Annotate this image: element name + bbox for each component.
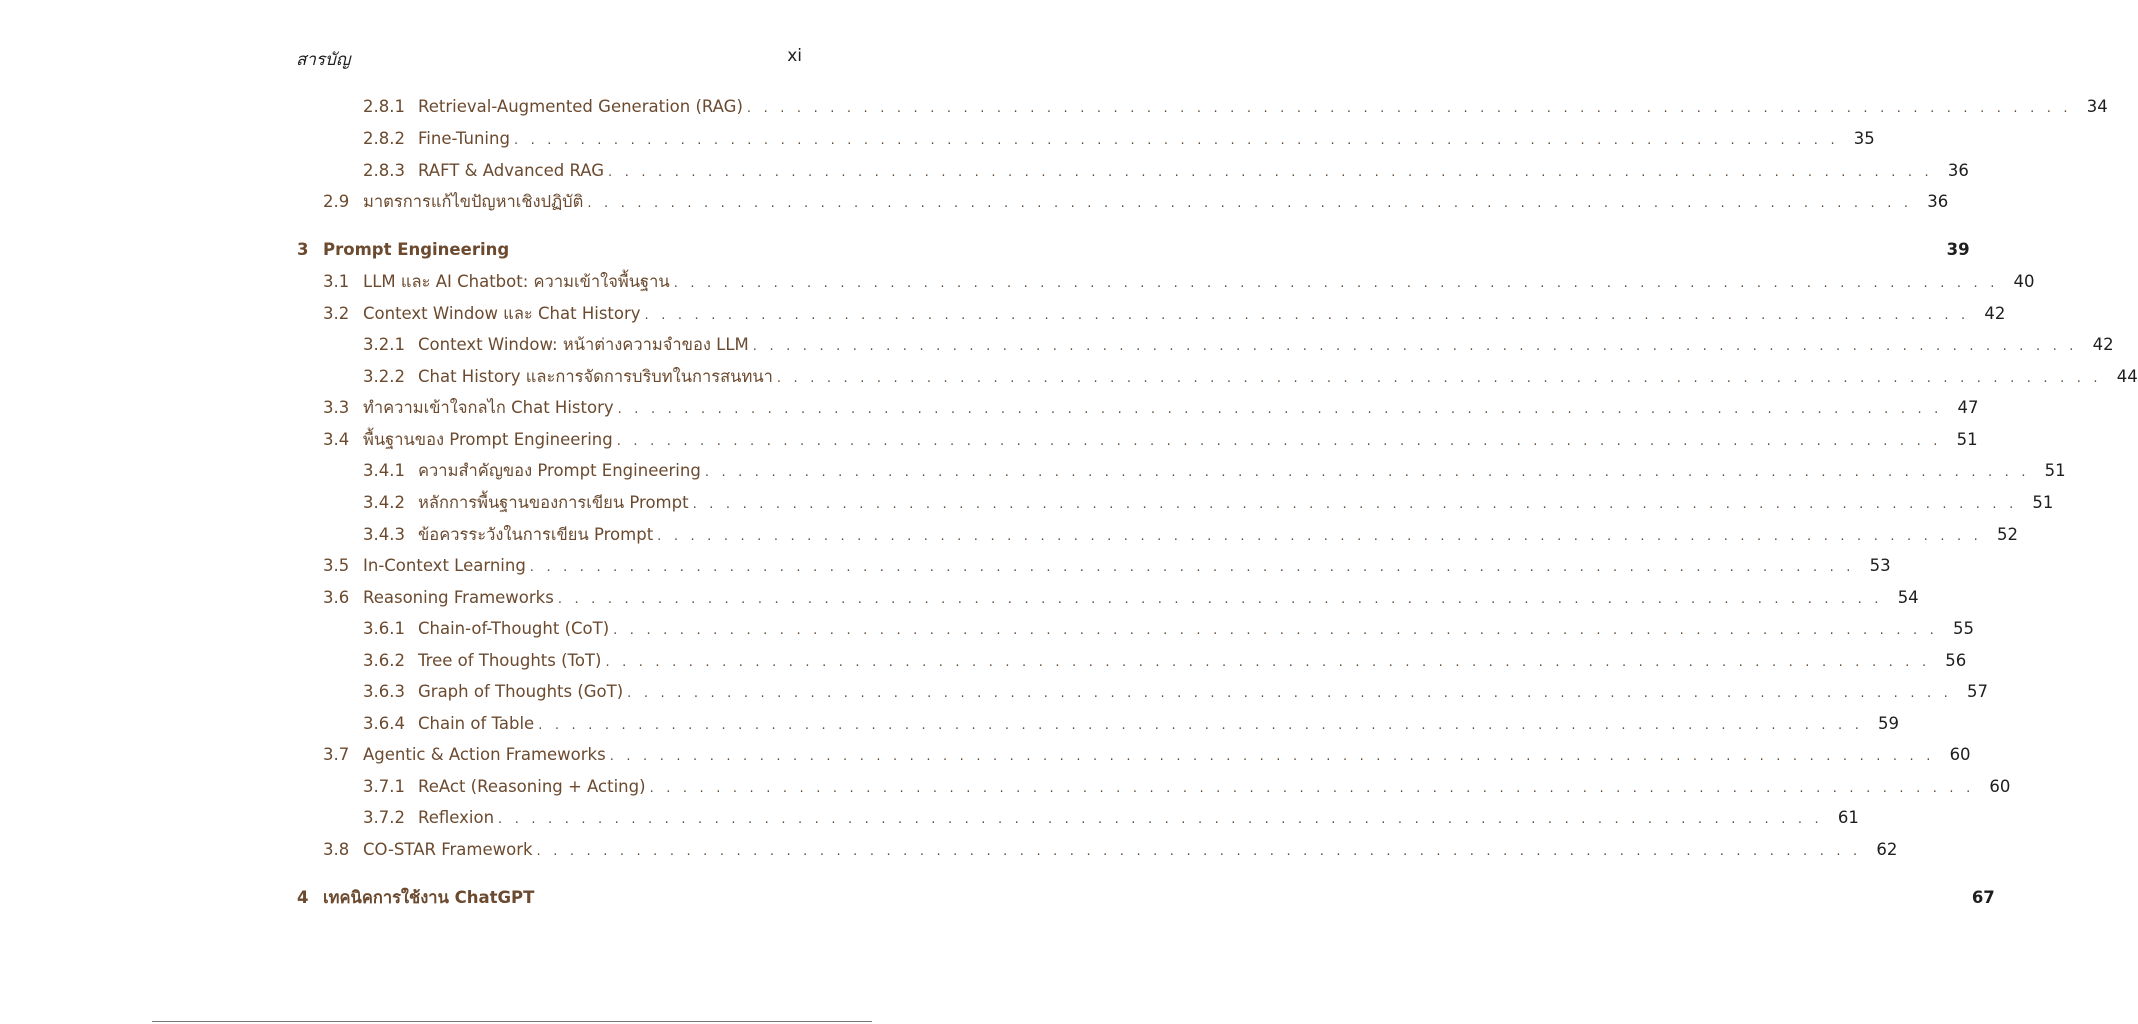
dot-leader: . . . . . . . . . . . . . . . . . . . . . . . . . . . . . . . . . . . . . . . . . . . . . . . . . . . . . . . . . . . . . . . . . . . . . . . . . . . . . . . .: [538, 718, 1864, 733]
toc-entry-number: 3.7.1: [363, 777, 405, 796]
dot-leader: . . . . . . . . . . . . . . . . . . . . . . . . . . . . . . . . . . . . . . . . . . . . . . . . . . . . . . . . . . . . . . . . . . . . . . . . . . . . . . . .: [673, 276, 1999, 291]
dot-leader: . . . . . . . . . . . . . . . . . . . . . . . . . . . . . . . . . . . . . . . . . . . . . . . . . . . . . . . . . . . . . . . . . . . . . . . . . . . . . . . .: [513, 133, 1839, 148]
toc-entry-page: 39: [1946, 240, 1970, 259]
toc-entry[interactable]: [323, 395, 1979, 421]
dot-leader: . . . . . . . . . . . . . . . . . . . . . . . . . . . . . . . . . . . . . . . . . . . . . . . . . . . . . . . . . . . . . . . . . . . . . . . . . . . . . . . .: [616, 434, 1942, 449]
toc-entry-page: 53: [1869, 556, 1891, 575]
toc-entry-page: 51: [2032, 493, 2054, 512]
toc-entry-page: 67: [1971, 888, 1995, 907]
toc-entry-number: 3.8: [323, 840, 350, 859]
toc-entry-title: ReAct (Reasoning + Acting): [418, 777, 646, 796]
toc-chapter-entry[interactable]: [297, 237, 1970, 263]
toc-entry[interactable]: [363, 94, 2108, 120]
toc-entry-page: 51: [2044, 461, 2066, 480]
toc-entry-page: 40: [2013, 272, 2035, 291]
toc-entry-number: 3.4: [323, 430, 350, 449]
toc-chapter-entry[interactable]: [297, 885, 1995, 911]
toc-entry-title: มาตรการแก้ไขปัญหาเชิงปฏิบัติ: [363, 192, 584, 211]
toc-entry-number: 3.4.1: [363, 461, 405, 480]
dot-leader: . . . . . . . . . . . . . . . . . . . . . . . . . . . . . . . . . . . . . . . . . . . . . . . . . . . . . . . . . . . . . . . . . . . . . . . . . . . . . . . .: [649, 781, 1975, 796]
dot-leader: . . . . . . . . . . . . . . . . . . . . . . . . . . . . . . . . . . . . . . . . . . . . . . . . . . . . . . . . . . . . . . . . . . . . . . . . . . . . . . . .: [613, 623, 1938, 638]
toc-entry-page: 34: [2086, 97, 2108, 116]
toc-entry-title: Context Window และ Chat History: [363, 304, 641, 323]
toc-entry-title: Graph of Thoughts (GoT): [418, 682, 624, 701]
toc-entry-title: Retrieval-Augmented Generation (RAG): [418, 97, 743, 116]
toc-entry-title: Prompt Engineering: [323, 240, 510, 259]
toc-entry-title: CO-STAR Framework: [363, 840, 533, 859]
toc-entry-title: Agentic & Action Frameworks: [363, 745, 606, 764]
dot-leader: . . . . . . . . . . . . . . . . . . . . . . . . . . . . . . . . . . . . . . . . . . . . . . . . . . . . . . . . . . . . . . . . . . . . . . . . . . . . . . . .: [644, 308, 1970, 323]
dot-leader: . . . . . . . . . . . . . . . . . . . . . . . . . . . . . . . . . . . . . . . . . . . . . . . . . . . . . . . . . . . . . . . . . . . . . . . . . . . . . . . .: [498, 812, 1823, 827]
toc-entry-number: 2.9: [323, 192, 350, 211]
toc-entry-number: 2.8.3: [363, 161, 405, 180]
toc-entry-title: Fine-Tuning: [418, 129, 510, 148]
dot-leader: . . . . . . . . . . . . . . . . . . . . . . . . . . . . . . . . . . . . . . . . . . . . . . . . . . . . . . . . . . . . . . . . . . . . . . . . . . . . . . . .: [752, 339, 2078, 354]
toc-entry-page: 47: [1957, 398, 1979, 417]
toc-entry-title: Reasoning Frameworks: [363, 588, 554, 607]
toc-entry[interactable]: [363, 364, 2138, 390]
toc-entry-title: Tree of Thoughts (ToT): [418, 651, 602, 670]
toc-entry-page: 42: [2092, 335, 2114, 354]
dot-leader: . . . . . . . . . . . . . . . . . . . . . . . . . . . . . . . . . . . . . . . . . . . . . . . . . . . . . . . . . . . . . . . . . . . . . . . . . . . . . . . .: [608, 165, 1933, 180]
toc-entry[interactable]: [363, 774, 2011, 800]
toc-entry[interactable]: [363, 805, 1859, 831]
toc-entry[interactable]: [323, 837, 1898, 863]
toc-entry-number: 3.7: [323, 745, 350, 764]
toc-entry-page: 55: [1952, 619, 1974, 638]
toc-entry-page: 44: [2116, 367, 2138, 386]
toc-entry[interactable]: [323, 585, 1919, 611]
toc-entry-page: 35: [1853, 129, 1875, 148]
dot-leader: . . . . . . . . . . . . . . . . . . . . . . . . . . . . . . . . . . . . . . . . . . . . . . . . . . . . . . . . . . . . . . . . . . . . . . . . . . . . . . . .: [536, 844, 1862, 859]
dot-leader: . . . . . . . . . . . . . . . . . . . . . . . . . . . . . . . . . . . . . . . . . . . . . . . . . . . . . . . . . . . . . . . . . . . . . . . . . . . . . . . .: [657, 529, 1983, 544]
toc-entry-page: 60: [1949, 745, 1971, 764]
toc-entry-title: ทำความเข้าใจกลไก Chat History: [363, 398, 614, 417]
dot-leader: . . . . . . . . . . . . . . . . . . . . . . . . . . . . . . . . . . . . . . . . . . . . . . . . . . . . . . . . . . . . . . . . . . . . . . . . . . . . . . . .: [776, 371, 2102, 386]
toc-entry-title: LLM และ AI Chatbot: ความเข้าใจพื้นฐาน: [363, 272, 670, 291]
toc-entry[interactable]: [363, 679, 1989, 705]
dot-leader: . . . . . . . . . . . . . . . . . . . . . . . . . . . . . . . . . . . . . . . . . . . . . . . . . . . . . . . . . . . . . . . . . . . . . . . . . . . . . . . .: [557, 592, 1883, 607]
toc-entry[interactable]: [363, 332, 2114, 358]
toc-entry-page: 42: [1984, 304, 2006, 323]
toc-entry[interactable]: [323, 269, 2035, 295]
toc-entry-number: 3.6.3: [363, 682, 405, 701]
toc-entry[interactable]: [363, 458, 2066, 484]
toc-entry-number: 3.6: [323, 588, 350, 607]
toc-entry[interactable]: [363, 711, 1900, 737]
toc-entry[interactable]: [363, 158, 1969, 184]
toc-entry-title: Chat History และการจัดการบริบทในการสนทนา: [418, 367, 773, 386]
toc-entry-title: หลักการพื้นฐานของการเขียน Prompt: [418, 493, 689, 512]
toc-entry-number: 3.3: [323, 398, 350, 417]
toc-entry-title: RAFT & Advanced RAG: [418, 161, 605, 180]
toc-entry-title: Reflexion: [418, 808, 495, 827]
toc-entry-page: 62: [1876, 840, 1898, 859]
page-number: xi: [787, 46, 802, 66]
toc-entry-number: 3.1: [323, 272, 350, 291]
toc-entry-page: 36: [1947, 161, 1969, 180]
toc-entry-number: 3.7.2: [363, 808, 405, 827]
dot-leader: . . . . . . . . . . . . . . . . . . . . . . . . . . . . . . . . . . . . . . . . . . . . . . . . . . . . . . . . . . . . . . . . . . . . . . . . . . . . . . . .: [605, 655, 1931, 670]
toc-entry-number: 3: [297, 240, 309, 259]
dot-leader: . . . . . . . . . . . . . . . . . . . . . . . . . . . . . . . . . . . . . . . . . . . . . . . . . . . . . . . . . . . . . . . . . . . . . . . . . . . . . . . .: [692, 497, 2018, 512]
toc-entry-page: 61: [1837, 808, 1859, 827]
dot-leader: . . . . . . . . . . . . . . . . . . . . . . . . . . . . . . . . . . . . . . . . . . . . . . . . . . . . . . . . . . . . . . . . . . . . . . . . . . . . . . . .: [587, 196, 1913, 211]
toc-entry-title: Chain-of-Thought (CoT): [418, 619, 610, 638]
toc-entry-number: 3.5: [323, 556, 350, 575]
dot-leader: . . . . . . . . . . . . . . . . . . . . . . . . . . . . . . . . . . . . . . . . . . . . . . . . . . . . . . . . . . . . . . . . . . . . . . . . . . . . . . . .: [746, 101, 2072, 116]
toc-entry[interactable]: [323, 301, 2006, 327]
toc-entry[interactable]: [323, 427, 1978, 453]
toc-entry-number: 4: [297, 888, 309, 907]
bottom-rule: [152, 1021, 872, 1022]
toc-entry-title: In-Context Learning: [363, 556, 526, 575]
toc-entry[interactable]: [363, 648, 1967, 674]
dot-leader: . . . . . . . . . . . . . . . . . . . . . . . . . . . . . . . . . . . . . . . . . . . . . . . . . . . . . . . . . . . . . . . . . . . . . . . . . . . . . . . .: [609, 749, 1935, 764]
toc-entry-number: 3.4.3: [363, 525, 405, 544]
dot-leader: . . . . . . . . . . . . . . . . . . . . . . . . . . . . . . . . . . . . . . . . . . . . . . . . . . . . . . . . . . . . . . . . . . . . . . . . . . . . . . . .: [627, 686, 1953, 701]
toc-entry-title: Context Window: หน้าต่างความจำของ LLM: [418, 335, 749, 354]
dot-leader: . . . . . . . . . . . . . . . . . . . . . . . . . . . . . . . . . . . . . . . . . . . . . . . . . . . . . . . . . . . . . . . . . . . . . . . . . . . . . . . .: [529, 560, 1855, 575]
toc-entry-page: 60: [1989, 777, 2011, 796]
toc-entry[interactable]: [363, 490, 2054, 516]
toc-entry-page: 54: [1897, 588, 1919, 607]
toc-entry-title: Chain of Table: [418, 714, 535, 733]
toc-entry-page: 36: [1927, 192, 1949, 211]
toc-entry[interactable]: [363, 126, 1875, 152]
dot-leader: . . . . . . . . . . . . . . . . . . . . . . . . . . . . . . . . . . . . . . . . . . . . . . . . . . . . . . . . . . . . . . . . . . . . . . . . . . . . . . . .: [704, 465, 2030, 480]
toc-entry-number: 3.2.2: [363, 367, 405, 386]
toc-entry-number: 3.2.1: [363, 335, 405, 354]
toc-entry-page: 59: [1878, 714, 1900, 733]
toc-entry-title: ข้อควรระวังในการเขียน Prompt: [418, 525, 654, 544]
toc-entry[interactable]: [323, 742, 1971, 768]
toc-entry[interactable]: [323, 189, 1949, 215]
toc-entry-number: 3.6.4: [363, 714, 405, 733]
toc-entry-title: ความสำคัญของ Prompt Engineering: [418, 461, 701, 480]
toc-entry-title: เทคนิคการใช้งาน ChatGPT: [323, 888, 535, 907]
toc-entry-number: 3.6.2: [363, 651, 405, 670]
running-title: สารบัญ: [296, 50, 351, 70]
toc-entry-number: 2.8.1: [363, 97, 405, 116]
toc-entry-page: 57: [1967, 682, 1989, 701]
toc-entry-page: 56: [1945, 651, 1967, 670]
toc-entry-number: 2.8.2: [363, 129, 405, 148]
toc-entry-number: 3.4.2: [363, 493, 405, 512]
toc-entry[interactable]: [363, 616, 1974, 642]
toc-entry-number: 3.6.1: [363, 619, 405, 638]
toc-entry[interactable]: [363, 522, 2019, 548]
toc-entry-title: พื้นฐานของ Prompt Engineering: [363, 430, 613, 449]
toc-entry-number: 3.2: [323, 304, 350, 323]
toc-entry-page: 51: [1956, 430, 1978, 449]
dot-leader: . . . . . . . . . . . . . . . . . . . . . . . . . . . . . . . . . . . . . . . . . . . . . . . . . . . . . . . . . . . . . . . . . . . . . . . . . . . . . . . .: [617, 402, 1943, 417]
toc-entry-page: 52: [1997, 525, 2019, 544]
toc-entry[interactable]: [323, 553, 1891, 579]
